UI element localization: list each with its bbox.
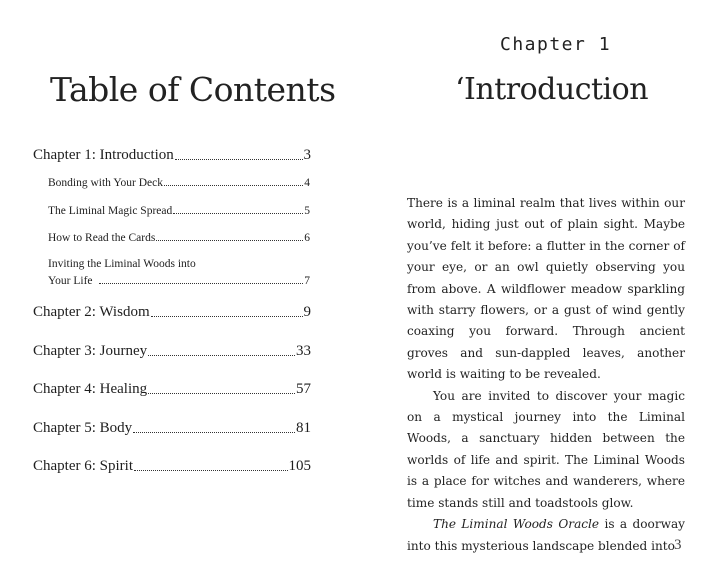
toc-entry-label: Chapter 4: Healing (33, 381, 148, 397)
toc-entry-label-line1: Inviting the Liminal Woods into (48, 258, 196, 270)
toc-entry-label: Bonding with Your Deck (48, 177, 164, 189)
toc-entry-bonding[interactable] (48, 175, 310, 189)
toc-entry-label: Chapter 3: Journey (33, 343, 148, 359)
toc-page-number: 9 (303, 304, 311, 320)
toc-title: Table of Contents (50, 70, 336, 109)
toc-entry-label: The Liminal Magic Spread (48, 205, 173, 217)
toc-entry-read-cards[interactable] (48, 230, 310, 244)
toc-page-number: 7 (304, 275, 310, 287)
toc-entry-chapter-4[interactable] (33, 380, 311, 398)
body-paragraph-3-rest: is a doorway into this mysterious landscape blended into (407, 517, 685, 553)
toc-entry-spread[interactable] (48, 203, 310, 217)
toc-entry-chapter-5[interactable] (33, 419, 311, 437)
toc-entry-label: Chapter 1: Introduction (33, 147, 174, 163)
book-title-italic: The Liminal Woods Oracle (433, 517, 600, 532)
toc-entry-chapter-3[interactable] (33, 342, 311, 360)
toc-leader-dots (164, 185, 303, 186)
toc-entry-label: Chapter 5: Body (33, 420, 133, 436)
toc-entry-label-line2: Your Life (48, 275, 93, 287)
toc-entry-label: Chapter 6: Spirit (33, 458, 133, 474)
body-paragraph-3 (407, 514, 685, 557)
toc-page-number: 5 (304, 205, 310, 217)
toc-page-number: 6 (304, 232, 310, 244)
toc-entry-label: How to Read the Cards (48, 232, 156, 244)
page-number: 3 (674, 537, 682, 553)
toc-entry-chapter-2[interactable] (33, 303, 311, 321)
toc-leader-dots (156, 240, 303, 241)
toc-leader-dots (175, 159, 303, 160)
toc-leader-dots (134, 470, 288, 471)
toc-leader-dots (148, 393, 295, 394)
toc-leader-dots (148, 355, 295, 356)
toc-entry-chapter-1[interactable] (33, 146, 311, 164)
toc-entry-label: Chapter 2: Wisdom (33, 304, 150, 320)
toc-leader-dots (99, 283, 304, 284)
toc-page-number: 33 (296, 343, 311, 359)
toc-page-number: 3 (303, 147, 311, 163)
toc-page-number: 57 (296, 381, 311, 397)
toc-leader-dots (151, 316, 303, 317)
chapter-title: ‘Introduction (455, 72, 649, 107)
body-paragraph-2: You are invited to discover your magic on a mystical journey into the Liminal Woods, a sanctuary hidden between the worlds of life and spirit. The Liminal Woods is a place for witches and wanderers, where time stands still and toadstools glow. (407, 388, 685, 510)
toc-entry-chapter-6[interactable] (33, 457, 311, 475)
toc-leader-dots (133, 432, 295, 433)
toc-page-number: 105 (288, 458, 311, 474)
toc-page-number: 81 (296, 420, 311, 436)
chapter-body-text (407, 193, 685, 557)
toc-entry-inviting[interactable] (48, 258, 310, 287)
toc-page-number: 4 (304, 177, 310, 189)
body-paragraph-1: There is a liminal realm that lives within our world, hiding just out of plain sight. Maybe you’ve felt it before: a flutter in the corner of your eye, or an owl quietly observing you from above. A wildflower meadow sparkling with starry flowers, or a gust of wind gently coaxing you forward. Through ancient groves and sun-dappled leaves, another world is waiting to be revealed. (407, 196, 685, 382)
chapter-label: Chapter 1 (500, 34, 612, 55)
toc-leader-dots (173, 213, 303, 214)
